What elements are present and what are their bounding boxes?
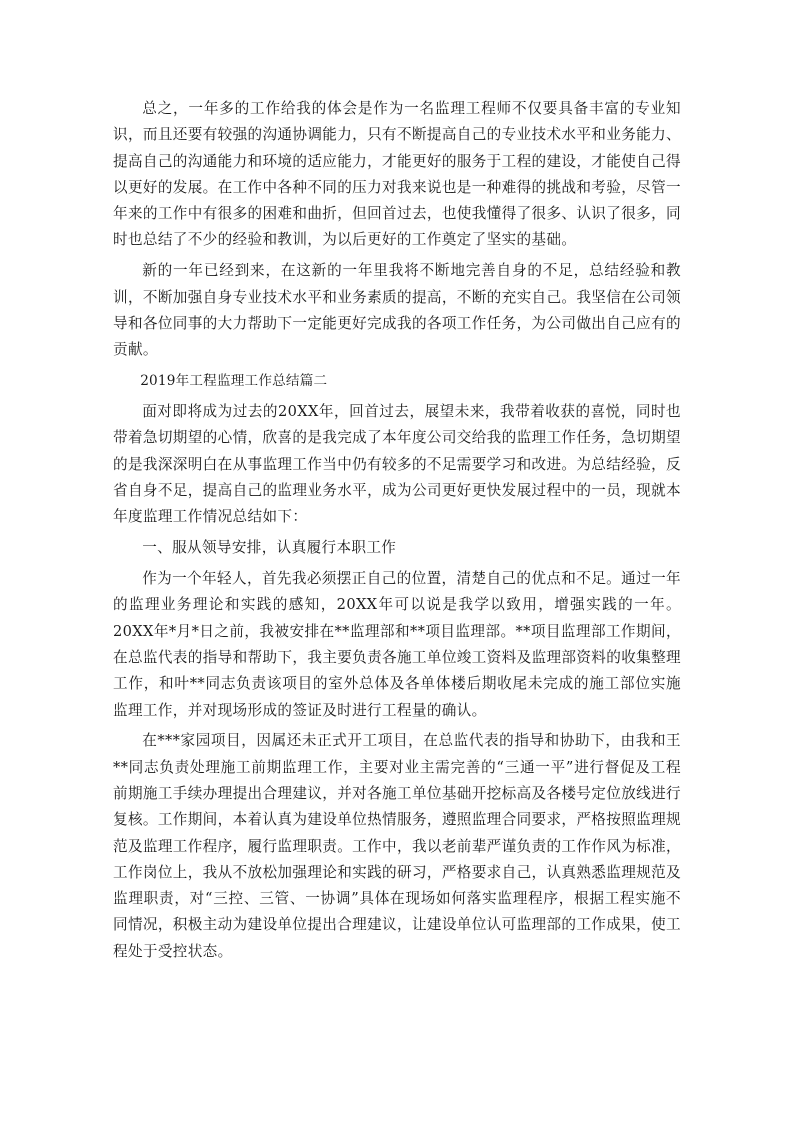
subsection-heading: 一、服从领导安排，认真履行本职工作 xyxy=(142,539,397,557)
paragraph-summary: 总之，一年多的工作给我的体会是作为一名监理工程师不仅要具备丰富的专业知识，而且还要有较强的沟通协调能力，只有不断提高自己的专业技术水平和业务能力、提高自己的沟通能力和环境的适应能力，才能更好的服务于工程的建设，才能使自己得以更好的发展。在工作中各种不同的压力对我来说也是一种难得的挑战和考验，尽管一年来的工作中有很多的困难和曲折，但回首过去，也使我懂得了很多、认识了很多，同时也总结了不少的经验和教训，为以后更好的工作奠定了坚实的基础。 xyxy=(113,100,681,249)
paragraph-intro: 面对即将成为过去的20XX年，回首过去，展望未来，我带着收获的喜悦，同时也带着急切期望的心情，欣喜的是我完成了本年度公司交给我的监理工作任务，急切期望的是我深深明白在从事监理工作当中仍有较多的不足需要学习和改进。为总结经验，反省自身不足，提高自己的监理业务水平，成为公司更好更快发展过程中的一员，现就本年度监理工作情况总结如下： xyxy=(113,403,681,526)
paragraph-new-year: 新的一年已经到来，在这新的一年里我将不断地完善自身的不足，总结经验和教训，不断加强自身专业技术水平和业务素质的提高，不断的充实自己。我坚信在公司领导和各位同事的大力帮助下一定能更好完成我的各项工作任务，为公司做出自己应有的贡献。 xyxy=(113,262,681,359)
document-body xyxy=(113,96,681,970)
section-title: 2019年工程监理工作总结篇二 xyxy=(140,373,328,390)
paragraph-project: 在***家园项目，因属还未正式开工项目，在总监代表的指导和协助下，由我和王**同志负责处理施工前期监理工作，主要对业主需完善的“三通一平”进行督促及工程前期施工手续办理提出合理建议，并对各施工单位基础开挖标高及各楼号定位放线进行复核。工作期间，本着认真为建设单位热情服务，遵照监理合同要求，严格按照监理规范及监理工作程序，履行监理职责。工作中，我以老前辈严谨负责的工作作风为标准，工作岗位上，我从不放松加强理论和实践的研习，严格要求自己，认真熟悉监理规范及监理职责，对“三控、三管、一协调”具体在现场如何落实监理程序，根据工程实施不同情况，积极主动为建设单位提出合理建议，让建设单位认可监理部的工作成果，使工程处于受控状态。 xyxy=(113,732,681,960)
paragraph-duties: 作为一个年轻人，首先我必须摆正自己的位置，清楚自己的优点和不足。通过一年的监理业务理论和实践的感知，20XX年可以说是我学以致用，增强实践的一年。20XX年*月*日之前，我被安排在**监理部和**项目监理部。**项目监理部工作期间，在总监代表的指导和帮助下，我主要负责各施工单位竣工资料及监理部资料的收集整理工作，和叶**同志负责该项目的室外总体及各单体楼后期收尾未完成的施工部位实施监理工作，并对现场形成的签证及时进行工程量的确认。 xyxy=(113,570,681,719)
